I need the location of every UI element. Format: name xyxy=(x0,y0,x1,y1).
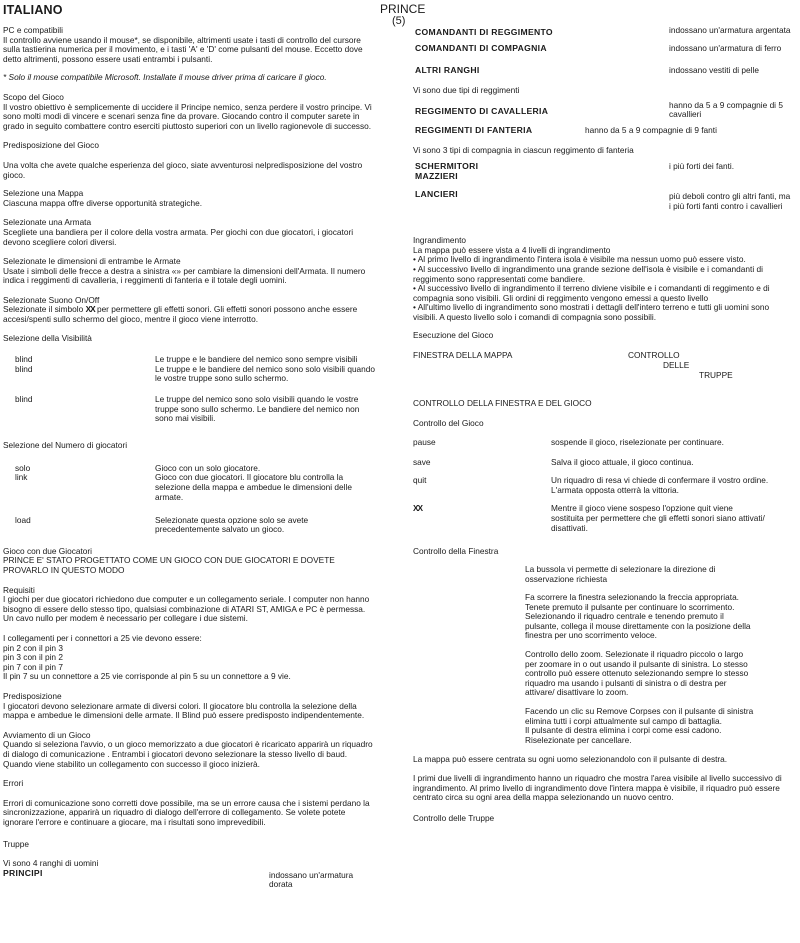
skirmishers-desc: i più forti dei fanti. xyxy=(669,161,735,172)
scope-text: Il vostro obiettivo è semplicemente di uccidere il Principe nemico, senza perdere il vostro principe. Vi sono molti modi di vincere e scenari senza fine da provare. Giocando contro il computer sarete in grado in seguito combattere contro eserciti piuttosto superiori con un livello ragionevole di successo. xyxy=(3,101,372,131)
compass-text: La bussola vi permette di selezionare la direzione di osservazione richiesta xyxy=(525,563,716,584)
visibility-row-1 xyxy=(3,355,375,395)
scope-heading: Scopo del Gioco xyxy=(3,91,64,102)
sound-heading: Selezionate Suono On/Off xyxy=(3,294,100,305)
size-text-part-1: Usate i simboli delle frecce a destra a sinistra xyxy=(3,265,170,276)
rank-name: ALTRI RANGHI xyxy=(415,65,480,75)
intro-text: Il controllo avviene usando il mouse*, se disponibile, altrimenti usate i tasti di controllo del cursore sulla tastierina numerica per il movimento, e i tasti 'A' e 'D' come pulsanti del mouse. Eccetto dove detto altrimenti, possono essere usati entrambi i pulsanti. xyxy=(3,34,363,64)
rank-row xyxy=(413,66,795,86)
skirmishers-name: SCHERMITORI MAZZIERI xyxy=(415,161,479,181)
army-heading: Selezionate una Armata xyxy=(3,217,92,228)
rank-row xyxy=(413,44,795,66)
intro-heading: PC e compatibili xyxy=(3,25,63,35)
errors-heading: Errori xyxy=(3,778,24,789)
rank-princes-name: PRINCIPI xyxy=(3,867,43,878)
players-heading: Selezione del Numero di giocatori xyxy=(3,440,128,451)
troop-control-label-1: CONTROLLO xyxy=(628,350,680,361)
sound-toggle-icon: XX xyxy=(413,503,423,514)
game-control-row xyxy=(413,504,795,540)
visibility-term: blind blind xyxy=(15,354,33,374)
players-desc: Selezionate questa opzione solo se avete precedentemente salvato un gioco. xyxy=(155,514,309,535)
lancers-name: LANCIERI xyxy=(415,189,458,200)
page-number: (5) xyxy=(392,15,406,27)
mouse-note: * Solo il mouse compatibile Microsoft. Installate il mouse driver prima di caricare il gioco. xyxy=(3,72,327,83)
rank-desc: indossano un'armatura argentata xyxy=(669,25,791,35)
infantry-desc: hanno da 5 a 9 compagnie di 9 fanti xyxy=(585,124,717,135)
game-control-term: quit xyxy=(413,475,427,486)
exec-heading: Esecuzione del Gioco xyxy=(413,329,494,340)
game-control-row xyxy=(413,438,795,458)
language-title: ITALIANO xyxy=(3,3,63,17)
game-control-row xyxy=(413,476,795,504)
visibility-desc: Le truppe e le bandiere del nemico sono sempre visibili Le truppe e le bandiere del nemico sono solo visibili quando le vostre truppe sono sullo schermo. xyxy=(155,354,376,384)
right-column xyxy=(413,26,795,823)
pins-text: I collegamenti per i connettori a 25 vie devono essere: pin 2 con il pin 3 pin 3 con il pin 2 pin 7 con il pin 7 Il pin 7 su un connettore a 25 vie corrisponde al pin 5 su un connettore a 9 vie. xyxy=(3,633,291,682)
rank-princes-desc: indossano un'armatura dorata xyxy=(269,869,354,890)
lancers-desc: più deboli contro gli altri fanti, ma i più forti fanti contro i cavallieri xyxy=(669,191,791,211)
game-control-desc: Mentre il gioco viene sospeso l'opzione quit viene sostituita per permettere che gli effetti sonori siano attivati/ disattivati. xyxy=(551,503,765,533)
game-control-desc: Un riquadro di resa vi chiede di confermare il vostro ordine. L'armata opposta otterrà la vittoria. xyxy=(551,475,769,495)
setup-heading: Predisposizione del Gioco xyxy=(3,140,99,151)
zoom-control-text: Controllo dello zoom. Selezionate il riquadro piccolo o largo per zoomare in o out usando il pulsante di sinistra. Lo stesso controllo può essere ottenuto selezionando sempre lo stesso riquadro ma usando i pulsanti di sinistra o di destra per attivare/ disattivare lo zoom. xyxy=(525,649,749,698)
game-control-term: save xyxy=(413,457,431,468)
game-control-term: pause xyxy=(413,437,436,448)
predisp-heading: Predisposizione xyxy=(3,690,62,701)
game-control-desc: Salva il gioco attuale, il gioco continua. xyxy=(551,457,694,468)
requirements-text: I giochi per due giocatori richiedono due computer e un collegamento seriale. I computer non hanno bisogno di essere dello stesso tipo, qualsiasi combinazione di ATARI ST, AMIGA e PC è permessa. Un cavo nullo per modem è necessario per collegare i due sistemi. xyxy=(3,594,370,624)
sound-text-part-2: per permettere gli effetti sonori. Gli effetti sonori possono anche essere accesi/spenti sullo schermo del gioco, mentre il gioco viene interrotto. xyxy=(3,304,358,325)
cavalry-row xyxy=(413,101,795,125)
setup-text: Una volta che avete qualche esperienza del gioco, siate avventurosi nelpredisposizione del vostro gioco. xyxy=(3,159,363,180)
game-control-heading: Controllo del Gioco xyxy=(413,417,484,428)
troop-control-heading: Controllo delle Truppe xyxy=(413,812,495,823)
window-control-heading: CONTROLLO DELLA FINESTRA E DEL GIOCO xyxy=(413,398,592,409)
center-map-text: La mappa può essere centrata su ogni uomo selezionandolo con il pulsante di destra. xyxy=(413,754,728,765)
sound-text xyxy=(3,305,375,324)
infantry-row xyxy=(413,126,795,140)
troop-control-label-3: TRUPPE xyxy=(699,370,733,381)
visibility-term: blind xyxy=(15,394,33,405)
players-term: load xyxy=(15,514,31,525)
zoom-heading: Ingrandimento xyxy=(413,235,467,246)
players-term: solo link xyxy=(15,462,31,483)
map-heading: Selezione una Mappa xyxy=(3,188,84,199)
troop-control-label-2: DELLE xyxy=(663,360,690,371)
lancers-row xyxy=(413,190,795,230)
game-control-desc: sospende il gioco, riselezionate per continuare. xyxy=(551,437,724,448)
rank-name: COMANDANTI DI COMPAGNIA xyxy=(415,43,547,53)
two-player-text: PRINCE E' STATO PROGETTATO COME UN GIOCO CON DUE GIOCATORI E DOVETE PROVARLO IN QUESTO MODO xyxy=(3,555,335,576)
troops-heading: Truppe xyxy=(3,838,29,849)
size-text xyxy=(3,267,375,286)
sound-text-part-1: Selezionate il simbolo xyxy=(3,304,84,315)
players-row-1 xyxy=(3,464,375,512)
players-desc: Gioco con un solo giocatore. Gioco con due giocatori. Il giocatore blu controlla la selezione della mappa e ambedue le dimensioni delle armate. xyxy=(155,462,352,502)
size-text-part-2: per cambiare la dimensioni dell'Armata. Il numero indica i reggimenti di cavalleria, i reggimenti di fanteria e il totale degli uomini. xyxy=(3,265,366,286)
remove-corpses-text: Facendo un clic su Remove Corpses con il pulsante di sinistra elimina tutti i corpi attualmente sul campo di battaglia. Il pulsante di destra elimina i corpi come essi cadono. Riselezionate per cancellare. xyxy=(525,706,754,745)
company-types-text: Vi sono 3 tipi di compagnia in ciascun reggimento di fanteria xyxy=(413,144,634,155)
rank-desc: indossano un'armatura di ferro xyxy=(669,43,782,53)
rank-desc: indossano vestiti di pelle xyxy=(669,65,759,75)
game-control-row xyxy=(413,458,795,476)
map-text: Ciascuna mappa offre diverse opportunità strategiche. xyxy=(3,197,203,208)
window-heading: Controllo della Finestra xyxy=(413,546,499,557)
troops-text: Vi sono 4 ranghi di uomini xyxy=(3,858,99,869)
requirements-heading: Requisiti xyxy=(3,584,35,595)
rank-name: COMANDANTI DI REGGIMENTO xyxy=(415,27,553,37)
left-column xyxy=(3,26,375,891)
map-window-label: FINESTRA DELLA MAPPA xyxy=(413,350,513,361)
cavalry-desc: hanno da 5 a 9 compagnie di 5 cavallieri xyxy=(669,99,783,120)
errors-text: Errori di comunicazione sono corretti dove possibile, ma se un errore causa che i sistemi perdano la sincronizzazione, apparirà un riquadro di dialogo dell'errore di collegamento. Se volete potete ignorare l'errore e continuare a giocare, ma i risultati sono imprevedibili. xyxy=(3,797,370,827)
visibility-desc: Le truppe del nemico sono solo visibili quando le vostre truppe sono sullo schermo. Le bandiere del nemico non sono mai visibili. xyxy=(155,394,360,424)
two-player-heading: Gioco con due Giocatori xyxy=(3,545,93,556)
skirmishers-row xyxy=(413,162,795,190)
screen-layout-labels xyxy=(413,349,795,395)
window-paragraphs xyxy=(525,565,755,746)
cavalry-name: REGGIMENTO DI CAVALLERIA xyxy=(415,105,549,116)
players-row-2 xyxy=(3,516,375,538)
rank-row xyxy=(413,26,795,44)
sound-symbol-icon: XX xyxy=(85,304,95,315)
first-levels-text: I primi due livelli di ingrandimento hanno un riquadro che mostra l'area visibile al livello successivo di ingrandimento. Al primo livello di ingrandimento dove l'intera mappa è visibile, il riquadro può essere centrato circa su ogni area della mappa selezionando un nuovo centro. xyxy=(413,773,782,803)
scroll-arrows-text: Fa scorrere la finestra selezionando la freccia appropriata. Tenete premuto il pulsante per continuare lo scorrimento. Selezionando il riquadro centrale e tenendo premuto il pulsante, collega il mouse direttamente con la posizione della finestra per uno scorrimento veloce. xyxy=(525,592,751,641)
size-heading: Selezionate le dimensioni di entrambe le Armate xyxy=(3,256,181,267)
infantry-name: REGGIMENTI DI FANTERIA xyxy=(415,124,533,135)
start-text: Quando si seleziona l'avvio, o un gioco memorizzato a due giocatori è ricaricato apparirà un riquadro di dialogo di comunicazione . Entrambi i giocatori devono selezionare la stesso livello di baud. Quando viene stabilito un collegamento con successo il gioco inizierà. xyxy=(3,739,373,769)
predisp-text: I giocatori devono selezionare armate di diversi colori. Il giocatore blu controlla la selezione della mappa e ambedue le dimensioni delle armate. Il Blind può essere predisposto indipendentemente. xyxy=(3,700,365,721)
game-title: PRINCE xyxy=(380,2,426,16)
arrow-symbols-icon: «» xyxy=(171,265,182,276)
army-text: Scegliete una bandiera per il colore della vostra armata. Per giochi con due giocatori, i giocatori devono scegliere colori diversi. xyxy=(3,226,354,247)
visibility-heading: Selezione della Visibilità xyxy=(3,332,92,343)
rank-princes-row xyxy=(3,869,375,891)
visibility-row-2 xyxy=(3,395,375,433)
regiment-types-text: Vi sono due tipi di reggimenti xyxy=(413,85,520,95)
zoom-text: La mappa può essere vista a 4 livelli di ingrandimento • Al primo livello di ingrandimento l'intera isola è visibile ma nessun uomo può essere visto. • Al successivo livello di ingrandimento una grande sezione dell'isola è visibile e i comandanti di reggimento sono rappresentati come bandiere. • Al successivo livello di ingrandimento il terreno diviene visibile e i comandanti di reggimento e di compagnia sono visibili. Gli ordini di reggimento vengono emessi a questo livello • All'ultimo livello di ingrandimento sono mostrati i dettagli dell'intero terreno e tutti gli uomini sono visibili. A questo livello solo i comandi di compagnia sono possibili. xyxy=(413,244,770,322)
start-heading: Avviamento di un Gioco xyxy=(3,729,91,740)
